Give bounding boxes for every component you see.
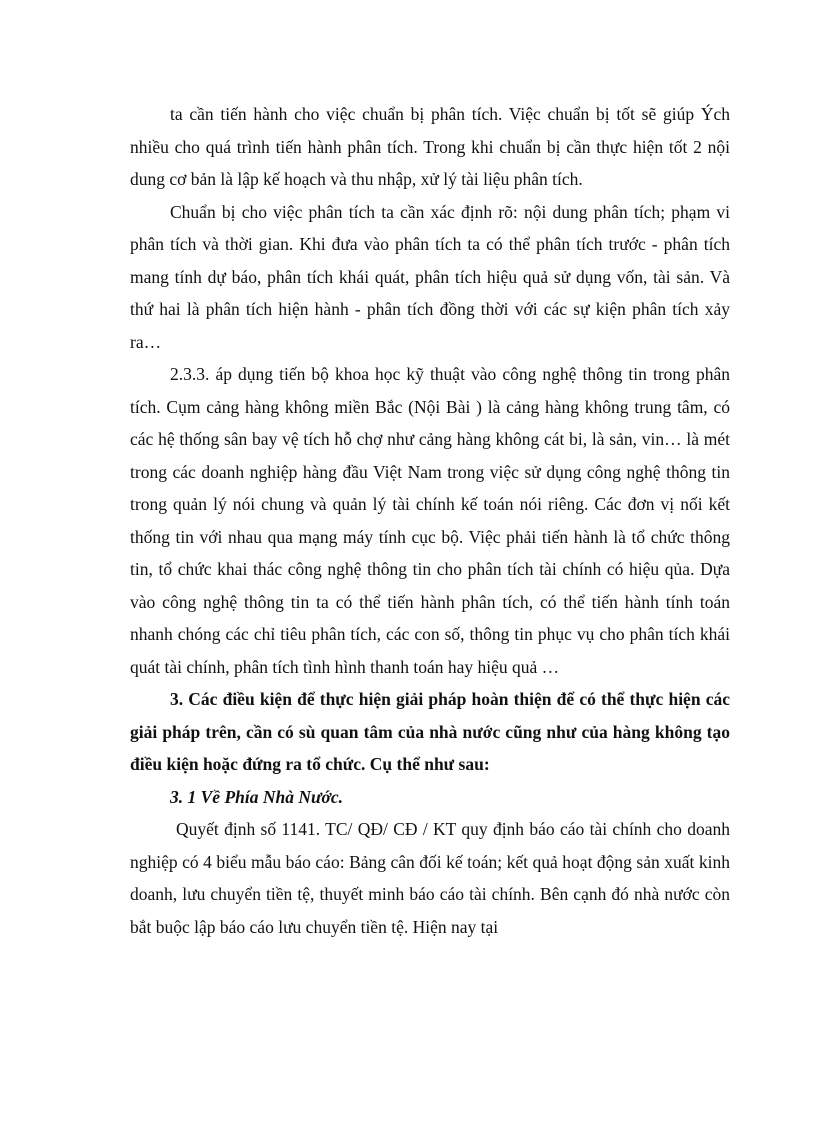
document-body [130,98,730,943]
paragraph-analysis-scope: Chuẩn bị cho việc phân tích ta cần xác định rõ: nội dung phân tích; phạm vi phân tích và thời gian. Khi đưa vào phân tích ta có thể phân tích trước - phân tích mang tính dự báo, phân tích khái quát, phân tích hiệu quả sử dụng vốn, tài sản. Và thứ hai là phân tích hiện hành - phân tích đồng thời với các sự kiện phân tích xảy ra… [130,201,730,352]
paragraph-technology-application: 2.3.3. áp dụng tiến bộ khoa học kỹ thuật vào công nghệ thông tin trong phân tích. Cụm cảng hàng không miền Bắc (Nội Bài ) là cảng hàng không trung tâm, có các hệ thống sân bay vệ tích hỗ chợ như cảng hàng không cát bi, là sản, vin… là mét trong các doanh nghiệp hàng đầu Việt Nam trong việc sử dụng công nghệ thông tin trong quản lý nói chung và quản lý tài chính kế toán nói riêng. Các đơn vị nối kết thống tin với nhau qua mạng máy tính cục bộ. Việc phải tiến hành là tổ chức thông tin, tổ chức khai thác công nghệ thông tin cho phân tích tài chính có hiệu qủa. Dựa vào công nghệ thông tin ta có thể tiến hành phân tích, có thể tiến hành tính toán nhanh chóng các chỉ tiêu phân tích, các con số, thông tin phục vụ cho phân tích khái quát tài chính, phân tích tình hình thanh toán hay hiệu quả … [130,364,730,677]
paragraph-decision-1141: Quyết định số 1141. TC/ QĐ/ CĐ / KT quy định báo cáo tài chính cho doanh nghiệp có 4 biểu mẫu báo cáo: Bảng cân đối kế toán; kết quả hoạt động sản xuất kinh doanh, lưu chuyển tiền tệ, thuyết minh báo cáo tài chính. Bên cạnh đó nhà nước còn bắt buộc lập báo cáo lưu chuyển tiền tệ. Hiện nay tại [130,819,730,937]
paragraph-preparation-continued: ta cần tiến hành cho việc chuẩn bị phân tích. Việc chuẩn bị tốt sẽ giúp Ých nhiều cho quá trình tiến hành phân tích. Trong khi chuẩn bị cần thực hiện tốt 2 nội dung cơ bản là lập kế hoạch và thu nhập, xử lý tài liệu phân tích. [130,104,730,189]
subsection-heading-state: 3. 1 Về Phía Nhà Nước. [170,786,344,807]
section-heading-conditions: 3. Các điều kiện để thực hiện giải pháp hoàn thiện để có thể thực hiện các giải pháp trên, cần có sù quan tâm của nhà nước cũng như của hàng không tạo điều kiện hoặc đứng ra tổ chức. Cụ thể như sau: [130,689,730,774]
